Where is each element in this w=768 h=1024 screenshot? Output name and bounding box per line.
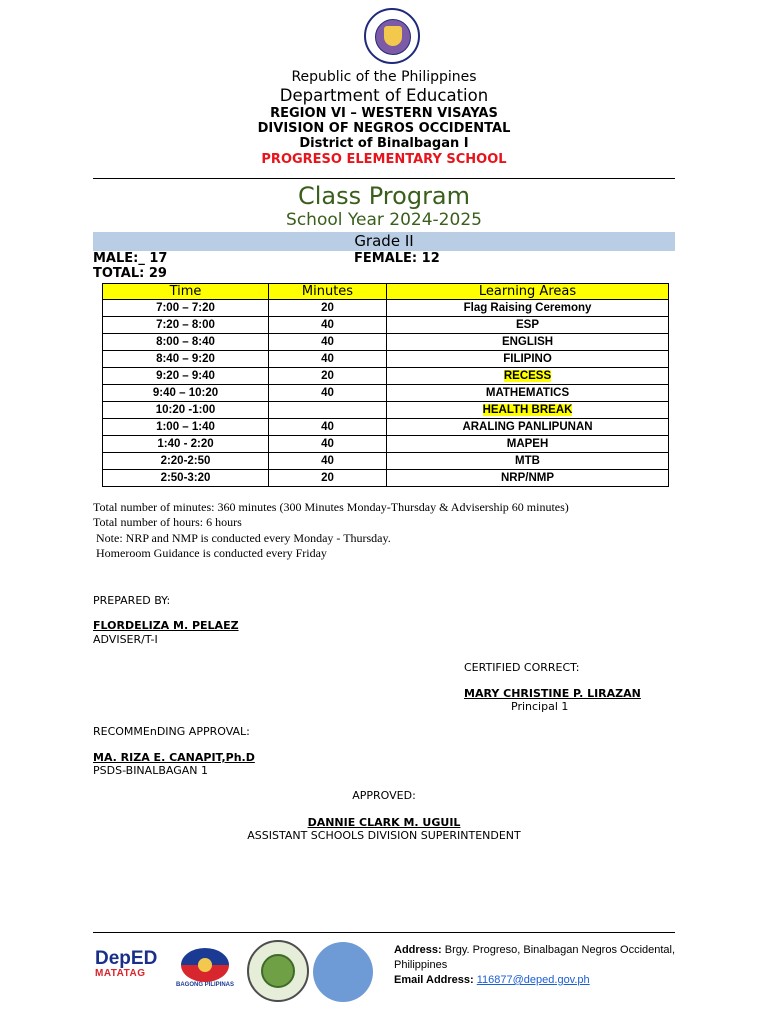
table-row (103, 351, 669, 368)
table-row (103, 453, 669, 470)
table-row (103, 368, 669, 385)
column-header-time: Time (103, 284, 269, 300)
learning-area-cell (387, 402, 669, 419)
notes-block (93, 500, 569, 561)
district-heading: District of Binalbagan I (299, 136, 469, 151)
bagong-pilipinas-label: BAGONG PILIPINAS (175, 982, 234, 988)
female-count: FEMALE: 12 (354, 251, 440, 266)
footer-divider (93, 932, 675, 933)
learning-area-cell (387, 419, 669, 436)
time-cell: 8:00 – 8:40 (103, 334, 269, 351)
learning-area-cell (387, 334, 669, 351)
minutes-cell: 20 (269, 300, 387, 317)
time-cell: 9:40 – 10:20 (103, 385, 269, 402)
learning-area-label: ARALING PANLIPUNAN (462, 421, 593, 433)
learning-area-label: ENGLISH (501, 336, 554, 348)
table-row (103, 419, 669, 436)
certified-name: MARY CHRISTINE P. LIRAZAN (464, 687, 641, 700)
bagong-pilipinas-logo (172, 948, 238, 996)
grade-banner: Grade II (93, 232, 675, 251)
male-count: MALE:_ 17 (93, 251, 168, 266)
time-cell: 2:20-2:50 (103, 453, 269, 470)
learning-area-cell (387, 470, 669, 487)
time-cell: 1:00 – 1:40 (103, 419, 269, 436)
learning-area-cell (387, 368, 669, 385)
minutes-cell: 40 (269, 453, 387, 470)
prepared-by-title: ADVISER/T-I (93, 633, 158, 646)
recommending-name: MA. RIZA E. CANAPIT,Ph.D (93, 751, 255, 764)
learning-area-label: RECESS (503, 370, 552, 382)
deped-wordmark: DepED (95, 948, 158, 969)
column-header-learning-areas: Learning Areas (387, 284, 669, 300)
approved-name: DANNIE CLARK M. UGUIL (307, 816, 461, 829)
matatag-wordmark: MATATAG (95, 968, 146, 979)
learning-area-cell (387, 453, 669, 470)
note-total-minutes: Total number of minutes: 360 minutes (300 Minutes Monday-Thursday & Advisership 60 minutes) (93, 500, 569, 514)
minutes-cell: 40 (269, 436, 387, 453)
page-title: Class Program (297, 182, 471, 210)
recommending-title: PSDS-BINALBAGAN 1 (93, 764, 208, 777)
minutes-cell: 40 (269, 334, 387, 351)
approved-label: APPROVED: (352, 789, 416, 802)
learning-area-label: HEALTH BREAK (482, 404, 573, 416)
time-cell: 7:00 – 7:20 (103, 300, 269, 317)
certified-label: CERTIFIED CORRECT: (464, 661, 580, 674)
certified-title: Principal 1 (511, 700, 569, 713)
email-separator: : (470, 974, 477, 986)
minutes-cell: 20 (269, 368, 387, 385)
table-row (103, 402, 669, 419)
minutes-cell: 40 (269, 385, 387, 402)
email-link[interactable]: 116877@deped.gov.ph (476, 974, 590, 986)
header-divider (93, 178, 675, 179)
learning-area-label: MAPEH (506, 438, 549, 450)
learning-area-cell (387, 351, 669, 368)
table-row (103, 385, 669, 402)
deped-seal-logo (364, 8, 420, 64)
table-header-row (103, 284, 669, 300)
learning-area-cell (387, 317, 669, 334)
negros-occidental-division-seal (247, 940, 309, 1002)
minutes-cell: 40 (269, 317, 387, 334)
learning-area-cell (387, 385, 669, 402)
learning-area-label: NRP/NMP (500, 472, 555, 484)
note-nrp-nmp: Note: NRP and NMP is conducted every Monday - Thursday. (93, 530, 391, 545)
table-row (103, 317, 669, 334)
learning-area-label: ESP (515, 319, 539, 331)
note-homeroom: Homeroom Guidance is conducted every Friday (93, 545, 327, 560)
region-heading: REGION VI – WESTERN VISAYAS (270, 106, 498, 121)
time-cell: 10:20 -1:00 (103, 402, 269, 419)
department-heading: Department of Education (279, 86, 489, 105)
division-heading: DIVISION OF NEGROS OCCIDENTAL (257, 121, 511, 136)
learning-area-label: Flag Raising Ceremony (463, 302, 592, 314)
table-row (103, 334, 669, 351)
time-cell: 9:20 – 9:40 (103, 368, 269, 385)
learning-area-label: MTB (515, 455, 540, 467)
time-cell: 8:40 – 9:20 (103, 351, 269, 368)
table-row (103, 300, 669, 317)
minutes-cell: 40 (269, 419, 387, 436)
school-year: School Year 2024-2025 (286, 210, 482, 230)
republic-heading: Republic of the Philippines (291, 69, 477, 85)
school-name: PROGRESO ELEMENTARY SCHOOL (261, 152, 507, 167)
approved-title: ASSISTANT SCHOOLS DIVISION SUPERINTENDENT (247, 829, 521, 842)
time-cell: 1:40 - 2:20 (103, 436, 269, 453)
total-count: TOTAL: 29 (93, 266, 167, 281)
prepared-by-name: FLORDELIZA M. PELAEZ (93, 619, 239, 632)
minutes-cell (269, 402, 387, 419)
table-row (103, 436, 669, 453)
footer-contact (394, 943, 694, 988)
class-schedule-table (102, 283, 669, 487)
learning-area-label: MATHEMATICS (485, 387, 570, 399)
column-header-minutes: Minutes (269, 284, 387, 300)
address-label: Address: (394, 944, 442, 956)
note-total-hours: Total number of hours: 6 hours (93, 515, 242, 530)
email-label: Email Address (394, 974, 471, 986)
minutes-cell: 40 (269, 351, 387, 368)
recommending-label: RECOMMEnDING APPROVAL: (93, 725, 250, 738)
address-value: Brgy. Progreso, Binalbagan Negros Occidental, Philippines (394, 944, 676, 971)
minutes-cell: 20 (269, 470, 387, 487)
deped-matatag-logo (95, 948, 161, 994)
learning-area-cell (387, 300, 669, 317)
school-logo-placeholder (313, 942, 373, 1002)
prepared-by-label: PREPARED BY: (93, 594, 171, 607)
time-cell: 7:20 – 8:00 (103, 317, 269, 334)
table-row (103, 470, 669, 487)
time-cell: 2:50-3:20 (103, 470, 269, 487)
learning-area-cell (387, 436, 669, 453)
learning-area-label: FILIPINO (503, 353, 552, 365)
